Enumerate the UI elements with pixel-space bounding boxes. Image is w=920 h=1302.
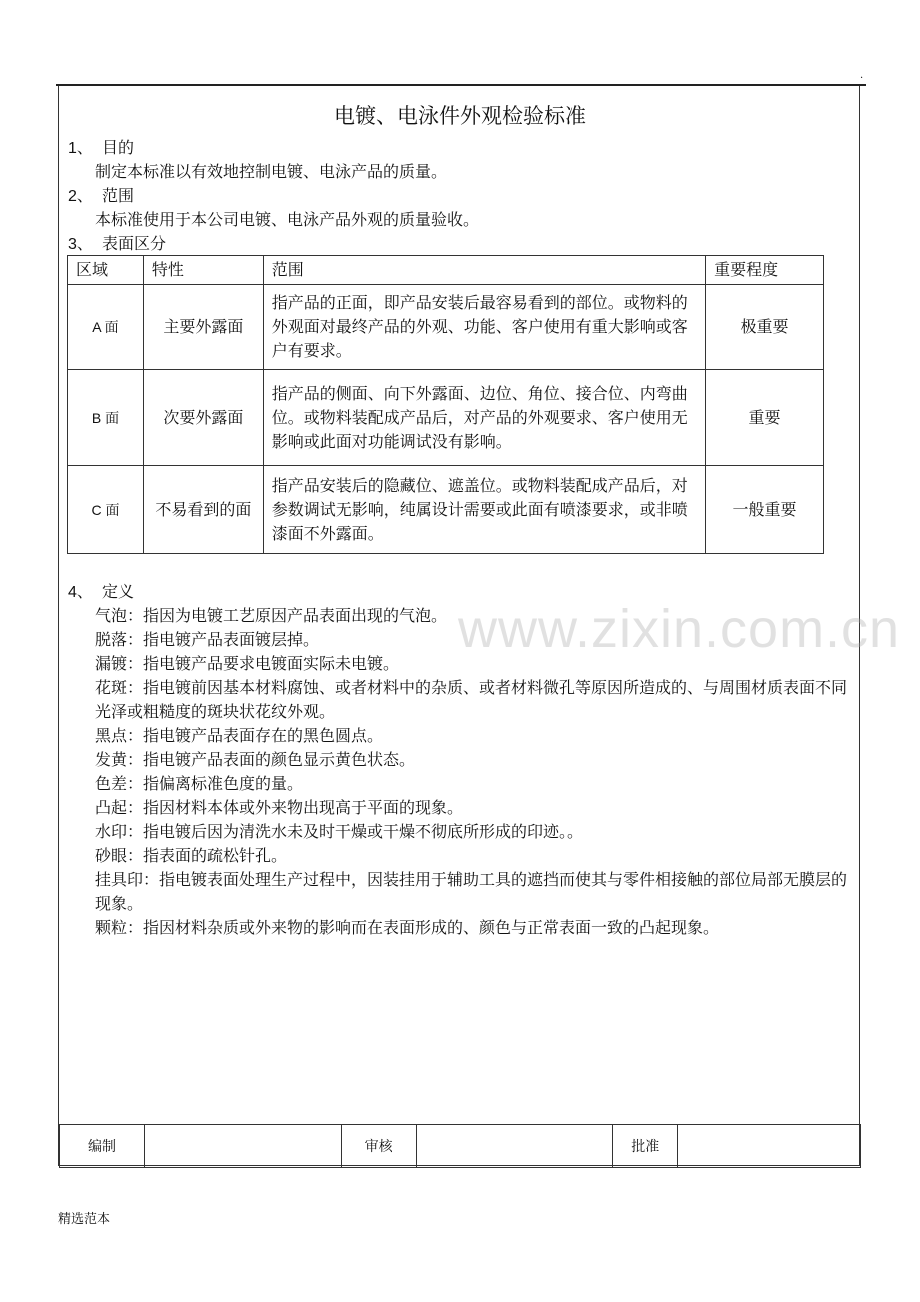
section-number: 3、 <box>68 236 93 253</box>
section-title: 定义 <box>102 582 135 601</box>
trait-cell: 主要外露面 <box>143 285 263 370</box>
definition-item: 颗粒：指因材料杂质或外来物的影响而在表面形成的、颜色与正常表面一致的凸起现象。 <box>95 918 720 937</box>
prepared-label: 编制 <box>60 1125 145 1168</box>
definition-item: 凸起：指因材料本体或外来物出现高于平面的现象。 <box>95 798 464 817</box>
reviewed-field[interactable] <box>416 1125 613 1168</box>
header-zone: 区域 <box>68 256 144 285</box>
header-trait: 特性 <box>143 256 263 285</box>
section-2-text: 本标准使用于本公司电镀、电泳产品外观的质量验收。 <box>95 210 480 229</box>
importance-cell: 极重要 <box>706 285 824 370</box>
table-row <box>68 370 824 466</box>
table-row <box>68 285 824 370</box>
document-title: 电镀、电泳件外观检验标准 <box>334 104 586 128</box>
table-row <box>68 466 824 554</box>
approved-field[interactable] <box>678 1125 861 1168</box>
definition-item: 脱落：指电镀产品表面镀层掉。 <box>95 630 320 649</box>
approved-label: 批准 <box>613 1125 678 1168</box>
definition-item: 色差：指偏离标准色度的量。 <box>95 774 304 793</box>
importance-cell: 重要 <box>706 370 824 466</box>
signoff-table <box>59 1124 861 1168</box>
importance-cell: 一般重要 <box>706 466 824 554</box>
definition-item: 水印：指电镀后因为清洗水未及时干燥或干燥不彻底所形成的印迹。。 <box>95 822 584 841</box>
definition-item: 黑点：指电镀产品表面存在的黑色圆点。 <box>95 726 384 745</box>
signoff-row <box>60 1125 861 1168</box>
scope-cell: 指产品安装后的隐藏位、遮盖位。或物料装配成产品后，对参数调试无影响，纯属设计需要或此面有喷漆要求，或非喷漆面不外露面。 <box>263 466 705 554</box>
reviewed-label: 审核 <box>341 1125 416 1168</box>
definition-item: 漏镀：指电镀产品要求电镀面实际未电镀。 <box>95 654 400 673</box>
definition-item: 花斑：指电镀前因基本材料腐蚀、或者材料中的杂质、或者材料微孔等原因所造成的、与周围材质表面不同光泽或粗糙度的斑块状花纹外观。 <box>95 678 848 721</box>
definition-item: 气泡：指因为电镀工艺原因产品表面出现的气泡。 <box>95 606 448 625</box>
table-header-row <box>68 256 824 285</box>
zone-cell: A 面 <box>68 285 144 370</box>
header-scope: 范围 <box>263 256 705 285</box>
section-title: 表面区分 <box>102 234 167 253</box>
header-importance: 重要程度 <box>706 256 824 285</box>
footer-note: 精选范本 <box>58 1211 111 1226</box>
definition-item: 砂眼：指表面的疏松针孔。 <box>95 846 288 865</box>
surface-zone-table <box>67 255 824 554</box>
section-number: 1、 <box>68 140 93 157</box>
definition-item: 发黄：指电镀产品表面的颜色显示黄色状态。 <box>95 750 416 769</box>
section-number: 2、 <box>68 188 93 205</box>
zone-cell: C 面 <box>68 466 144 554</box>
definition-item: 挂具印：指电镀表面处理生产过程中，因装挂用于辅助工具的遮挡而使其与零件相接触的部位局部无膜层的现象。 <box>95 870 848 913</box>
scope-cell: 指产品的侧面、向下外露面、边位、角位、接合位、内弯曲位。或物料装配成产品后，对产品的外观要求、客户使用无影响或此面对功能调试没有影响。 <box>263 370 705 466</box>
section-1-text: 制定本标准以有效地控制电镀、电泳产品的质量。 <box>95 162 448 181</box>
section-number: 4、 <box>68 584 93 601</box>
trait-cell: 不易看到的面 <box>143 466 263 554</box>
trait-cell: 次要外露面 <box>143 370 263 466</box>
section-3-heading <box>68 232 166 257</box>
section-1-heading <box>68 136 134 161</box>
prepared-field[interactable] <box>144 1125 341 1168</box>
section-title: 范围 <box>102 186 135 205</box>
zone-cell: B 面 <box>68 370 144 466</box>
watermark: www.zixin.com.cn <box>458 599 901 659</box>
section-4-heading <box>68 580 134 605</box>
section-title: 目的 <box>102 138 135 157</box>
section-2-heading <box>68 184 134 209</box>
corner-mark: . <box>860 70 864 81</box>
scope-cell: 指产品的正面，即产品安装后最容易看到的部位。或物料的外观面对最终产品的外观、功能、客户使用有重大影响或客户有要求。 <box>263 285 705 370</box>
